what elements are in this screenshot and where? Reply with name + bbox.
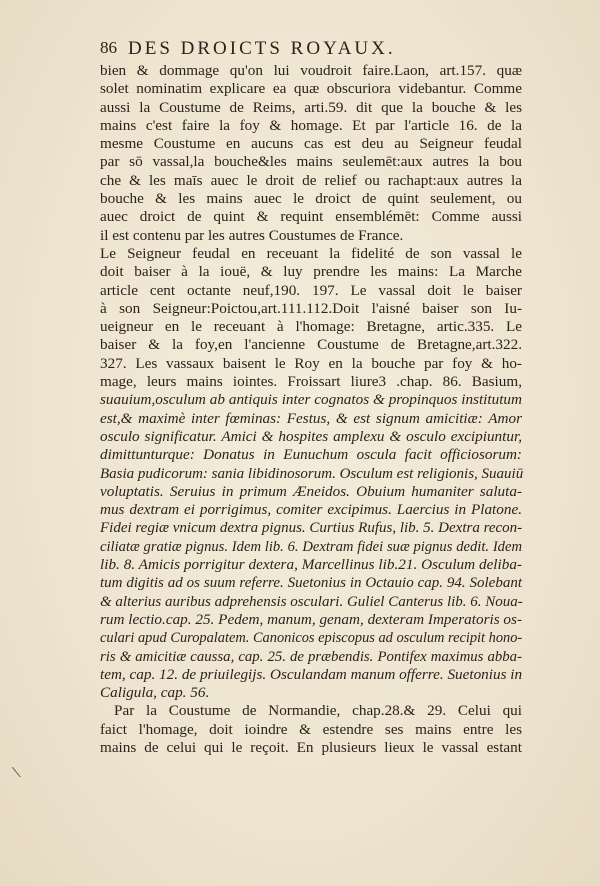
text-line: ciliatæ gratiæ pignus. Idem lib. 6. Dextram fidei suæ pignus dedit. Idem xyxy=(100,538,522,555)
margin-pen-stroke: \ xyxy=(10,761,23,783)
text-line: mus dextram ei porrigimus, comiter excipimus. Laercius in Platone. xyxy=(100,501,522,519)
text-line: est,& maximè inter fœminas: Festus, & est signum amicitiæ: Amor xyxy=(100,409,522,427)
text-line: mains c'est faire la foy & homage. Et par l'article 16. de la xyxy=(100,116,522,134)
text-line: à son Seigneur:Poictou,art.111.112.Doit l'aisné baiser son Iu- xyxy=(100,299,522,317)
text-line: Fidei regiæ vnicum dextra pignus. Curtius Rufus, lib. 5. Dextra recon- xyxy=(100,520,523,537)
text-line: osculo significatur. Amici & hospites amplexu & osculo excipiuntur, xyxy=(100,427,522,445)
text-line: auec droict de quint & requint ensemblémēt: Comme aussi xyxy=(100,208,522,226)
text-line: lib. 8. Amicis porrigitur dextera, Marcellinus lib.21. Osculum deliba- xyxy=(100,556,522,574)
text-line: Basia pudicorum: sania libidinosorum. Osculum est religionis, Suauiū xyxy=(100,465,524,482)
text-line: rum lectio.cap. 25. Pedem, manum, genam, dexteram Imperatoris os- xyxy=(100,610,522,628)
text-line: & alterius auribus adprehensis osculari. Guliel Canterus lib. 6. Noua- xyxy=(100,593,523,610)
text-line: Le Seigneur feudal en receuant la fidelité de son vassal le xyxy=(100,244,522,262)
text-line: mains de celui qui le reçoit. En plusieurs lieux le vassal estant xyxy=(100,738,522,756)
text-line: doit baiser à la iouë, & luy prendre les mains: La Marche xyxy=(100,263,522,281)
running-title: DES DROICTS ROYAUX. xyxy=(128,38,396,59)
page-number: 86 xyxy=(100,38,117,57)
text-line: solet nominatim explicare ea quæ obscuriora videbantur. Comme xyxy=(100,80,522,98)
text-line: tum digitis ad os suum referre. Suetonius in Octauio cap. 94. Solebant xyxy=(100,575,522,592)
text-line: aussi la Coustume de Reims, arti.59. dit que la bouche & les xyxy=(100,98,522,116)
text-line: culari apud Curopalatem. Canonicos episcopus ad osculum recipit hono- xyxy=(100,630,523,647)
text-line: Caligula, cap. 56. xyxy=(100,684,210,702)
text-line: Par la Coustume de Normandie, chap.28.& 29. Celui qui xyxy=(114,702,522,720)
text-line: ueigneur en le receuant à l'homage: Bretagne, artic.335. Le xyxy=(100,318,522,336)
text-line: baiser & la foy,en l'ancienne Coustume de Bretagne,art.322. xyxy=(100,336,522,354)
text-line: faict l'homage, doit ioindre & estendre ses mains entre les xyxy=(100,720,522,738)
text-line: tem, cap. 12. de priuilegijs. Osculandam manum offerre. Suetonius in xyxy=(100,665,523,683)
text-line: suauium,osculum ab antiquis inter cognatos & propinquos institutum xyxy=(100,391,522,409)
text-line: dimittunturque: Donatus in Eunuchum oscula facit officiosorum: xyxy=(100,446,522,464)
text-line: 327. Les vassaux baisent le Roy en la bouche par foy & ho- xyxy=(100,354,522,372)
body-text xyxy=(100,62,522,757)
text-line: par sō vassal,la bouche&les mains seulemēt:aux autres la bou xyxy=(100,153,522,171)
text-line: bien & dommage qu'on lui voudroit faire.Laon, art.157. quæ xyxy=(100,62,522,79)
text-line: il est contenu par les autres Coustumes de France. xyxy=(100,226,404,244)
text-line: che & les maīs auec le droit de relief ou rachapt:aux autres la xyxy=(100,171,522,189)
text-line: mage, leurs mains iointes. Froissart liure3 .chap. 86. Basium, xyxy=(100,373,522,391)
page-header xyxy=(100,38,520,60)
text-line: bouche & les mains auec le droict de quint seulement, ou xyxy=(100,190,522,208)
text-line: article cent octante neuf,190. 197. Le vassal doit le baiser xyxy=(100,281,522,299)
text-line: voluptatis. Seruius in primum Æneidos. Obuium humaniter saluta- xyxy=(100,482,522,500)
text-line: mesme Coustume en aucuns cas est deu au Seigneur feudal xyxy=(100,135,522,153)
text-line: ris & amicitiæ caussa, cap. 25. de præbendis. Pontifex maximus abba- xyxy=(100,648,522,665)
